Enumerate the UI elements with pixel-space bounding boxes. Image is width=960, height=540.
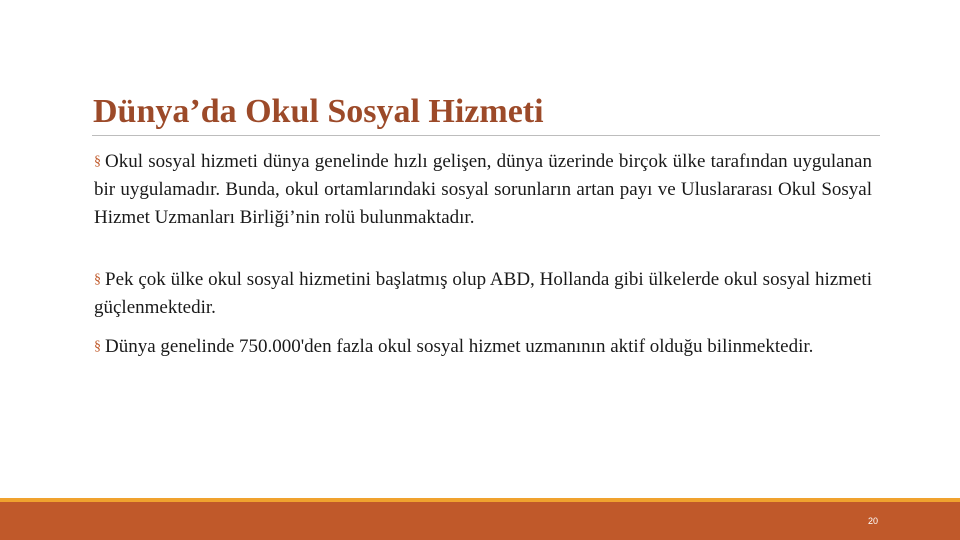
bullet-text-3: Dünya genelinde 750.000'den fazla okul sosyal hizmet uzmanının aktif olduğu bilinmektedir.	[105, 336, 814, 357]
footer-bar	[0, 502, 960, 540]
page-number: 20	[867, 516, 878, 526]
bullet-text-2: Pek çok ülke okul sosyal hizmetini başlatmış olup ABD, Hollanda gibi ülkelerde okul sosyal hizmeti güçlenmektedir.	[94, 269, 872, 318]
bullet-marker: §	[94, 272, 101, 287]
slide-title: Dünya’da Okul Sosyal Hizmeti	[93, 93, 544, 130]
bullet-item-1	[94, 148, 872, 232]
title-divider	[92, 135, 880, 136]
bullet-marker: §	[94, 339, 101, 354]
bullet-marker: §	[94, 154, 101, 169]
bullet-text-1: Okul sosyal hizmeti dünya genelinde hızlı gelişen, dünya üzerinde birçok ülke tarafından uygulanan bir uygulamadır. Bunda, okul ortamlarındaki sosyal sorunların artan payı ve Uluslararası Okul Sosyal Hizmet Uzmanları Birliği’nin rolü bulunmaktadır.	[94, 151, 872, 228]
bullet-item-3	[94, 333, 872, 361]
bullet-item-2	[94, 266, 872, 322]
